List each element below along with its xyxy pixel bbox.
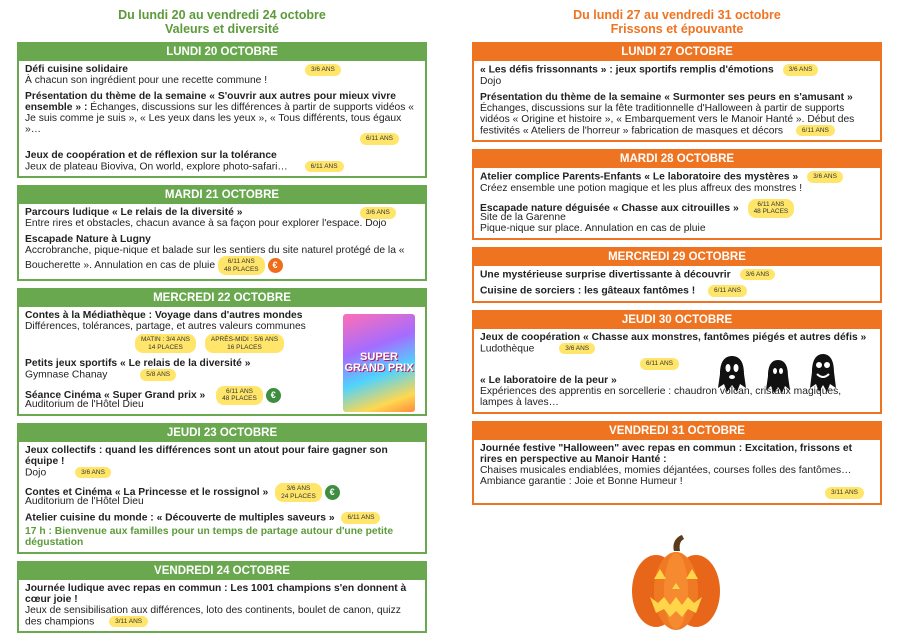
activity: « Les défis frissonnants » : jeux sportifs remplis d'émotions 3/6 ANS Dojo bbox=[480, 64, 874, 87]
activity: « Le laboratoire de la peur » Expériences des apprentis en sorcellerie : chaudron volcan, cristaux magiques, lampes à laves… bbox=[480, 375, 842, 408]
afternoon-badge: APRÈS-MIDI : 5/6 ANS 16 PLACES bbox=[205, 334, 284, 353]
age-badge: 6/11 ANS bbox=[341, 512, 380, 524]
ghost-icon bbox=[810, 354, 836, 392]
day-header: LUNDI 27 OCTOBRE bbox=[474, 44, 880, 61]
day-header: MARDI 21 OCTOBRE bbox=[19, 187, 425, 204]
age-badge: 3/11 ANS bbox=[825, 487, 864, 499]
activity: Contes à la Médiathèque : Voyage dans d'autres mondes Différences, tolérances, partage, et autres valeurs communes MATIN : 3/4 ANS 14 PLACES APRÈS-MIDI : 5/6 ANS 16 PLACES bbox=[25, 310, 333, 353]
week-1-column bbox=[17, 0, 427, 640]
day-header: VENDREDI 24 OCTOBRE bbox=[19, 563, 425, 580]
euro-icon: € bbox=[266, 388, 281, 403]
activity: Séance Cinéma « Super Grand prix » 6/11 ANS 48 PLACES € Auditorium de l'Hôtel Dieu bbox=[25, 386, 333, 410]
age-badge: 3/6 ANS bbox=[75, 467, 111, 479]
places-badge: 6/11 ANS 48 PLACES bbox=[748, 199, 795, 218]
activity: Atelier cuisine du monde : « Découverte de multiples saveurs » 6/11 ANS bbox=[25, 512, 419, 524]
day-header: VENDREDI 31 OCTOBRE bbox=[474, 423, 880, 440]
family-welcome-note: 17 h : Bienvenue aux familles pour un temps de partage autour d'une petite dégustation bbox=[25, 525, 394, 548]
activity: Défi cuisine solidaire 3/6 ANS À chacun son ingrédient pour une recette commune ! bbox=[25, 64, 419, 86]
day-vendredi-24 bbox=[17, 561, 427, 634]
day-mercredi-29 bbox=[472, 247, 882, 303]
euro-icon: € bbox=[268, 258, 283, 273]
week-2-title: Du lundi 27 au vendredi 31 octobre Frissons et épouvante bbox=[573, 8, 781, 36]
age-badge: 6/11 ANS bbox=[360, 133, 399, 145]
age-badge: 3/11 ANS bbox=[109, 616, 148, 628]
age-badge: 6/11 ANS bbox=[708, 285, 747, 297]
morning-badge: MATIN : 3/4 ANS 14 PLACES bbox=[135, 334, 196, 353]
activity: Jeux de coopération « Chasse aux monstres, fantômes piégés et autres défis » Ludothèque 3/6 ANS bbox=[480, 331, 867, 354]
ghost-icon bbox=[718, 356, 746, 392]
activity: Parcours ludique « Le relais de la diversité » 3/6 ANS Entre rires et obstacles, chacun avance à sa façon pour explorer l'espace. Dojo bbox=[25, 207, 419, 229]
activity: Escapade nature déguisée « Chasse aux citrouilles » 6/11 ANS 48 PLACES Site de la Garenne Pique-nique sur place. Annulation en cas de pluie bbox=[480, 199, 874, 234]
movie-poster: SUPER GRAND PRIX bbox=[343, 314, 415, 412]
day-mardi-21 bbox=[17, 185, 427, 281]
activity: Atelier complice Parents-Enfants « Le laboratoire des mystères » 3/6 ANS Créez ensemble une potion magique et les plus affreux des monstres ! bbox=[480, 171, 874, 194]
activity: Contes et Cinéma « La Princesse et le rossignol » 3/6 ANS 24 PLACES € Auditorium de l'Hôtel Dieu bbox=[25, 483, 419, 507]
day-header: MERCREDI 22 OCTOBRE bbox=[19, 290, 425, 307]
age-badge: 3/6 ANS bbox=[360, 207, 396, 219]
age-badge: 3/6 ANS bbox=[559, 343, 595, 355]
activity: Journée festive "Halloween" avec repas en commun : Excitation, frissons et rires en perspective au Manoir Hanté : Chaises musicales endiablées, momies déjantées, courses folles des fantômes… Ambiance garantie : Joie et Bonne Humeur ! 3/11 ANS bbox=[480, 443, 874, 499]
euro-icon: € bbox=[325, 485, 340, 500]
pumpkin-icon bbox=[626, 533, 726, 633]
day-jeudi-23 bbox=[17, 423, 427, 554]
age-badge: 6/11 ANS bbox=[640, 358, 679, 370]
day-header: LUNDI 20 OCTOBRE bbox=[19, 44, 425, 61]
age-badge: 3/6 ANS bbox=[807, 171, 843, 183]
places-badge: 6/11 ANS 48 PLACES bbox=[216, 386, 263, 405]
activity: Une mystérieuse surprise divertissante à découvrir 3/6 ANS bbox=[480, 269, 874, 281]
ghost-icon bbox=[766, 360, 790, 393]
day-mercredi-22 bbox=[17, 288, 427, 416]
activity: Escapade Nature à Lugny Accrobranche, pique-nique et balade sur les sentiers du site naturel protégé de la « Boucherette ». Annulation en cas de pluie 6/11 ANS 48 PLACES € bbox=[25, 234, 419, 275]
age-badge: 3/6 ANS bbox=[740, 269, 776, 281]
activity: Jeux collectifs : quand les différences sont un atout pour faire gagner son équipe ! Dojo 3/6 ANS bbox=[25, 444, 388, 478]
activity: Présentation du thème de la semaine « S'ouvrir aux autres pour mieux vivre ensemble » : Échanges, discussions sur les différences à partir de supports vidéos « Je suis comme je suis », « Les yeux dans les yeux », « Tous différents, tous égaux »… 6/11 ANS bbox=[25, 91, 419, 145]
age-badge: 6/11 ANS bbox=[305, 161, 344, 173]
day-header: JEUDI 30 OCTOBRE bbox=[474, 312, 880, 329]
ghosts-decoration bbox=[710, 352, 860, 397]
activity: Petits jeux sportifs « Le relais de la diversité » Gymnase Chanay 5/8 ANS bbox=[25, 358, 251, 381]
week-1-title: Du lundi 20 au vendredi 24 octobre Valeurs et diversité bbox=[118, 8, 326, 36]
age-badge: 3/6 ANS bbox=[783, 64, 819, 76]
day-jeudi-30 bbox=[472, 310, 882, 415]
age-badge: 6/11 ANS bbox=[796, 125, 835, 137]
activity: Cuisine de sorciers : les gâteaux fantômes ! 6/11 ANS bbox=[480, 285, 874, 297]
day-lundi-20 bbox=[17, 42, 427, 178]
age-badge: 3/6 ANS bbox=[305, 64, 341, 76]
places-badge: 6/11 ANS 48 PLACES bbox=[218, 256, 265, 275]
places-badge: 3/6 ANS 24 PLACES bbox=[275, 483, 322, 502]
activity: Journée ludique avec repas en commun : Les 1001 champions s'en donnent à cœur joie ! Jeux de sensibilisation aux différences, loto des continents, boulet de canon, quizz des champions 3/11 ANS bbox=[25, 582, 407, 627]
day-header: MARDI 28 OCTOBRE bbox=[474, 151, 880, 168]
week-2-column bbox=[472, 0, 882, 512]
activity: Jeux de coopération et de réflexion sur la tolérance Jeux de plateau Bioviva, On world, explore photo-safari… 6/11 ANS bbox=[25, 150, 419, 173]
day-lundi-27 bbox=[472, 42, 882, 142]
activity: Présentation du thème de la semaine « Surmonter ses peurs en s'amusant » Échanges, discussions sur la fête traditionnelle d'Halloween à partir de supports vidéos « Origine et histoire », « Embarquement vers le Manoir Hanté ». Début des festivités « Ateliers de l'horreur » fabrication de masques et décors 6/11 ANS bbox=[480, 91, 855, 136]
day-vendredi-31 bbox=[472, 421, 882, 505]
age-badge: 5/8 ANS bbox=[140, 369, 176, 381]
day-mardi-28 bbox=[472, 149, 882, 240]
day-header: MERCREDI 29 OCTOBRE bbox=[474, 249, 880, 266]
day-header: JEUDI 23 OCTOBRE bbox=[19, 425, 425, 442]
